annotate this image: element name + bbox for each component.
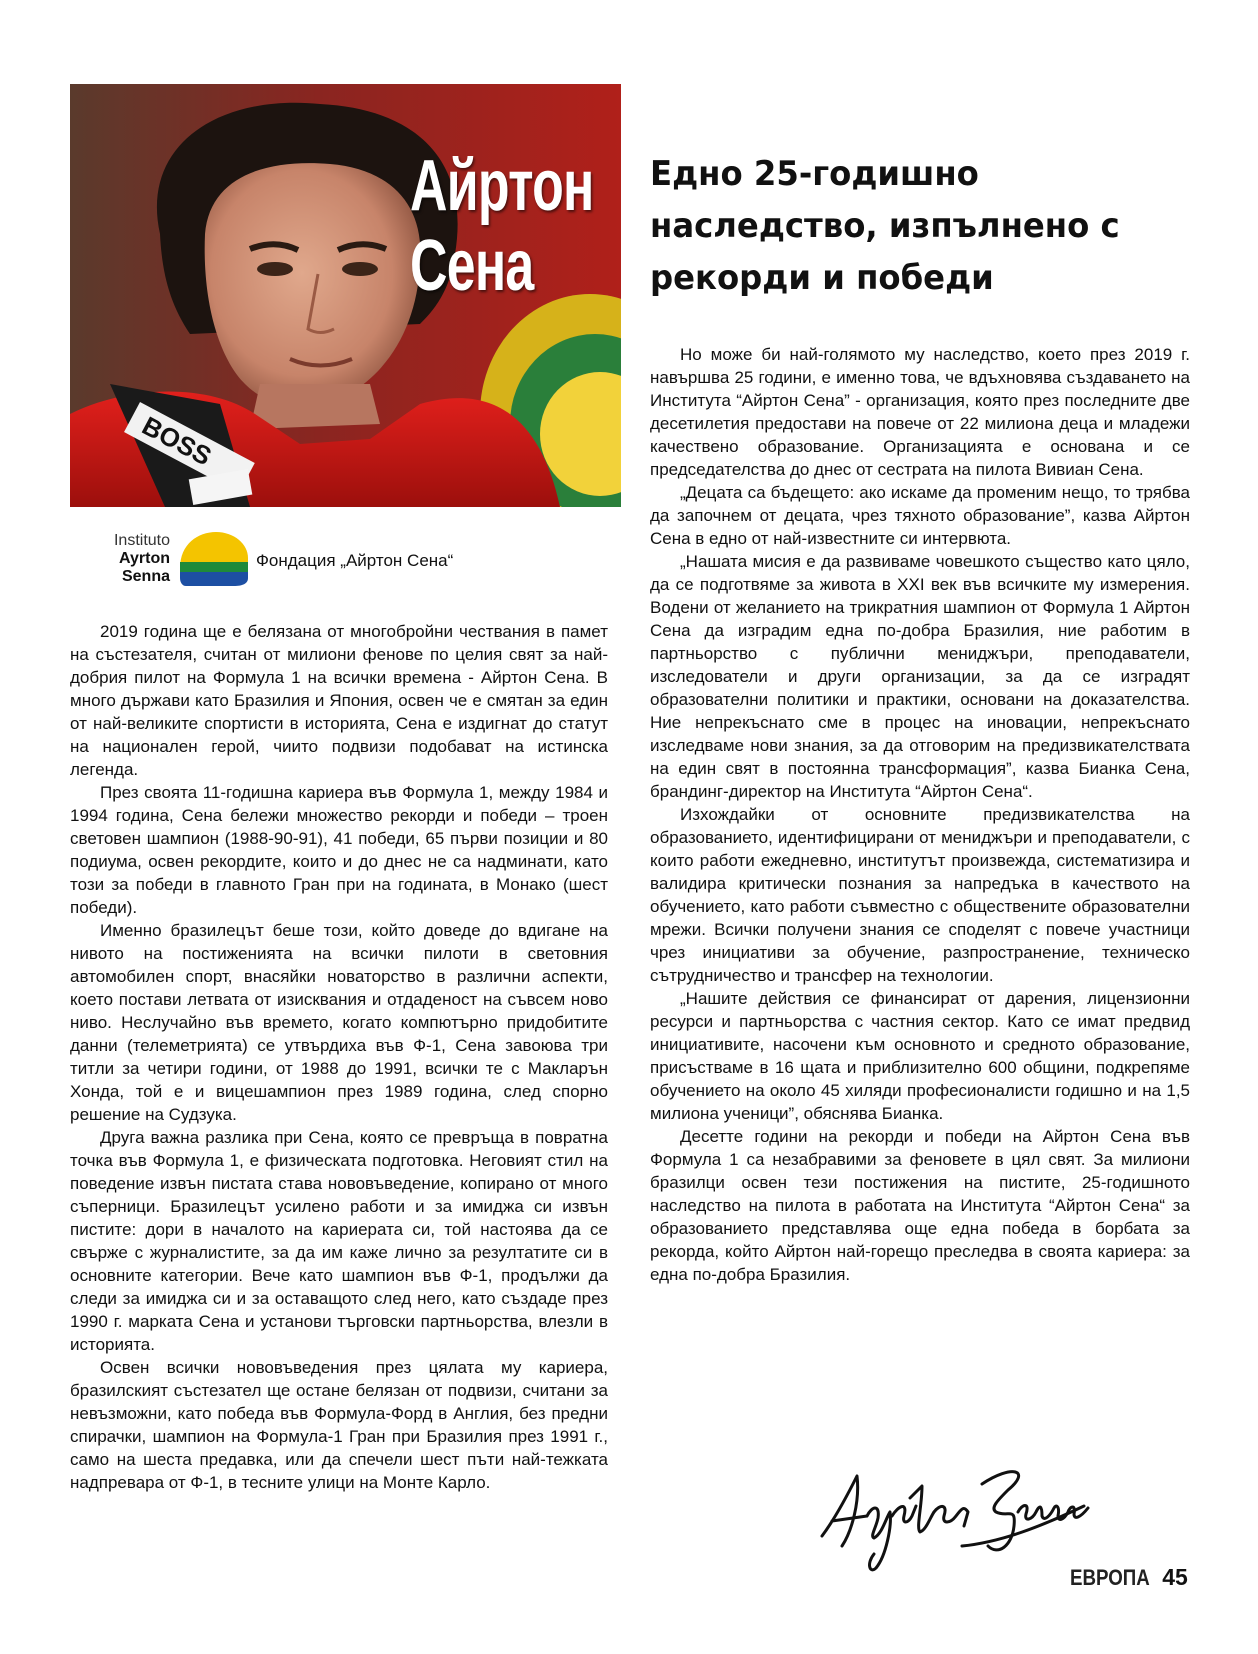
foundation-logo-row [98,528,518,592]
logo-line-instituto: Instituto [113,532,170,549]
senna-portrait-photo [70,84,621,507]
paragraph: През своята 11-годишна кариера във Формула 1, между 1984 и 1994 година, Сена бележи множество рекорди и победи – троен световен шампион (1988-90-91), 41 победи, 65 първи позиции и 80 подиума, освен рекордите, които и до днес не са надминати, като този за победи в главното Гран при на годината, в Монако (шест победи). [70,783,608,917]
logo-line-senna: Senna [121,568,170,585]
institute-logo-wordmark [98,532,170,586]
page-footer [1070,1564,1188,1591]
paragraph: 2019 година ще е белязана от многобройни чествания в памет на състезателя, считан от милиони фенове по целия свят за най-добрия пилот на Формула 1 на всички времена - Айртон Сена. В много държави като Бразилия и Япония, освен че е смятан за един от най-великите спортисти в историята, Сена е издигнат до статут на национален герой, чиито подвизи подобават на истинска легенда. [70,622,608,779]
left-column [70,620,608,1494]
paragraph: Освен всички нововъведения през цялата му кариера, бразилският състезател ще остане белязан от подвизи, считани за невъзможни, като победа във Формула-Форд в Англия, без предни спирачки, шампион на Формула-1 Гран при Бразилия през 1991 г., само на шеста предавка, или да спечели шест пъти най-тежката надпревара от Ф-1, в тесните улици на Монте Карло. [70,1358,608,1492]
paragraph: „Нашата мисия е да развиваме човешкото същество като цяло, да се подготвяме за живота в XXI век във всичките му измерения. Водени от желанието на трикратния шампион от Формула 1 Айртон Сена да изградим една по-добра Бразилия, ние работим в партньорство с публични мениджъри, преподаватели, изследователи и други организации, за да се изградят образователни политики и практики, основани на доказателства. Ние непрекъснато сме в процес на иновации, непрекъснато изследваме нови знания, за да отговорим на предизвикателствата на един свят в постоянна трансформация”, казва Бианка Сена, брандинг-директор на Института “Айртон Сена“. [650,552,1190,801]
logo-line-ayrton: Ayrton [119,550,170,567]
paragraph: „Нашите действия се финансират от дарения, лицензионни ресурси и партньорства с частния сектор. Като се имат предвид инициативите, насочени към основното и средното образование, присъстваме в 16 щата и приблизително 600 общини, подкрепяме обучението на около 45 хиляди професионалисти годишно и на 1,5 милиона ученици”, обяснява Бианка. [650,989,1190,1123]
helmet-logo-icon [176,528,252,592]
handwritten-signature [812,1446,1092,1576]
photo-title-line-2: Сена [410,226,534,306]
paragraph: Именно бразилецът беше този, който доведе до вдигане на нивото на постиженията на всички пилоти в световния автомобилен спорт, внасяйки новаторство в различни аспекти, което постави летвата от изисквания и отдаденост на съвсем ново ниво. Неслучайно във времето, когато компютърно придобитите данни (телеметрията) се утвърдиха във Ф-1, Сена завоюва три титли за четири години, от 1988 до 1991, всички те с Макларън Хонда, той е и вицешампион през 1989 година, след спорно решение на Судзука. [70,921,608,1124]
paragraph: Но може би най-голямото му наследство, което през 2019 г. навършва 25 години, е именно това, че вдъхновява създаването на Института “Айртон Сена” - организация, която през последните две десетилетия предостави на повече от 22 милиона деца и младежи качествено образование. Организацията е основана и се председателства до днес от сестрата на пилота Вивиан Сена. [650,345,1190,479]
paragraph: Друга важна разлика при Сена, която се превръща в повратна точка във Формула 1, е физическата подготовка. Неговият стил на поведение извън пистата става нововъведение, копирано от много съперници. Бразилецът усилено работи и за имиджа си извън пистите: дори в началото на кариерата си, той настоява да се свърже с журналистите, за да им каже лично за резултатите си в основните категории. Вече като шампион във Ф-1, продължи да следи за имиджа си и за оставащото след него, като създаде през 1990 г. марката Сена и установи търговски партньорства, влезли в историята. [70,1128,608,1354]
page-number: 45 [1162,1564,1188,1590]
paragraph: „Децата са бъдещето: ако искаме да променим нещо, то трябва да започнем от децата, чрез тяхното образование”, казва Айртон Сена в едно от най-известните си интервюта. [650,483,1190,548]
suit-logo-text: BOSS [137,410,217,472]
right-column [650,343,1190,1286]
paragraph: Изхождайки от основните предизвикателства на образованието, идентифицирани от мениджъри и преподаватели, с които работи ежедневно, институтът произвежда, систематизира и валидира критически познания за напредъка в качеството на обучението, като работи съвместно с обществените образователни мрежи. Всички получени знания се споделят с повече участници чрез инициативи за обучение, разпространение, техническо сътрудничество и трансфер на технологии. [650,805,1190,985]
article-headline: Едно 25-годишно наследство, изпълнено с рекорди и победи [650,154,1120,298]
photo-title [410,146,594,306]
foundation-label: Фондация „Айртон Сена“ [256,551,454,570]
paragraph: Десетте години на рекорди и победи на Айртон Сена във Формула 1 са незабравими за феновете в цял свят. За милиони бразилци освен тези постижения на пистите, 25-годишното наследство на пилота в работата на Института “Айртон Сена“ за образованието представлява още една победа в борбата за рекорда, който Айртон най-горещо преследва в своята кариера: за една по-добра Бразилия. [650,1127,1190,1284]
magazine-name: ЕВРОПА [1070,1565,1150,1590]
photo-title-line-1: Айртон [410,146,594,226]
